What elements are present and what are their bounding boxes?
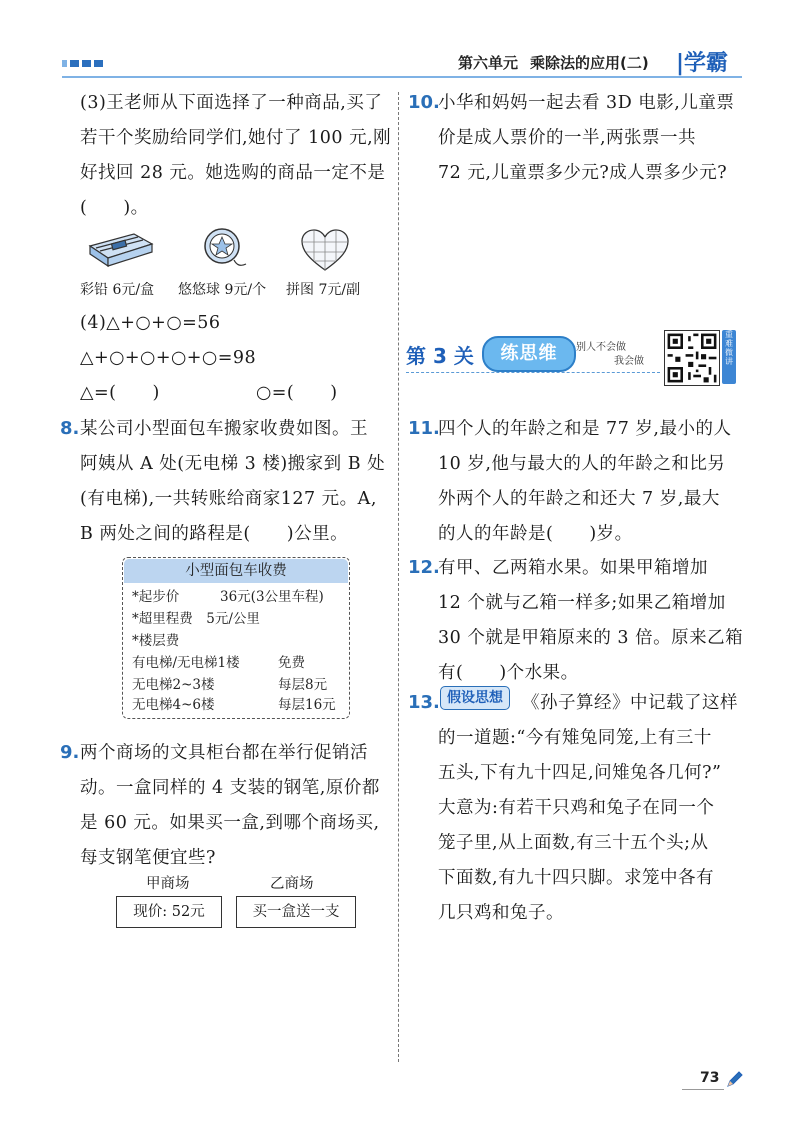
column-divider [398, 92, 399, 1062]
banner-rule [406, 372, 660, 373]
q13-line4: 大意为:有若干只鸡和兔子在同一个 [438, 798, 715, 818]
q11-line1: 四个人的年龄之和是 77 岁,最小的人 [438, 419, 732, 439]
unit-title: 第六单元 [458, 54, 519, 72]
q7-part4-triangle-answer: △=( ) [80, 383, 160, 403]
q8-line4: B 两处之间的路程是( )公里。 [80, 524, 349, 544]
product-caption-puzzle: 拼图 7元/副 [286, 282, 361, 298]
q10-line1: 小华和妈妈一起去看 3D 电影,儿童票 [438, 93, 735, 113]
page-number: 73 [700, 1070, 720, 1086]
q9-number: 9. [60, 742, 80, 763]
q9-line3: 是 60 元。如果买一盒,到哪个商场买, [80, 813, 380, 833]
store-b-label: 乙商场 [270, 876, 314, 892]
q8-number: 8. [60, 418, 80, 439]
q7-part3-line4: ( )。 [80, 198, 149, 218]
footer-rule [682, 1089, 724, 1090]
q7-part4-eq1: (4)△+○+○=56 [80, 313, 221, 333]
product-caption-pencils: 彩铅 6元/盒 [80, 282, 155, 298]
fee-extra-mileage: *超里程费 5元/公里 [132, 611, 260, 627]
q12-line3: 30 个就是甲箱原来的 3 倍。原来乙箱 [438, 628, 744, 648]
q8-line1: 某公司小型面包车搬家收费如图。王 [80, 419, 368, 439]
q11-number: 11. [408, 418, 440, 439]
q12-line1: 有甲、乙两箱水果。如果甲箱增加 [438, 558, 708, 578]
method-tag: 假设思想 [440, 686, 510, 710]
q10-number: 10. [408, 92, 440, 113]
q7-part3-line1: (3)王老师从下面选择了一种商品,买了 [80, 93, 383, 113]
brand-logo: |学霸 [676, 51, 729, 76]
store-a-offer: 现价: 52元 [116, 896, 222, 928]
level-label: 第 3 关 [406, 344, 474, 368]
level-title: 练思维 [482, 336, 576, 372]
store-a-label: 甲商场 [146, 876, 190, 892]
fee-start-value: 36元(3公里车程) [220, 589, 324, 605]
fee-floor-label: *楼层费 [132, 633, 180, 649]
q12-line2: 12 个就与乙箱一样多;如果乙箱增加 [438, 593, 726, 613]
q8-line3: (有电梯),一共转账给商家127 元。A, [80, 489, 377, 509]
store-b-offer: 买一盒送一支 [236, 896, 356, 928]
puzzle-heart-icon [300, 228, 350, 272]
fee-row-2-3-value: 每层8元 [278, 677, 328, 693]
yoyo-icon [200, 224, 248, 272]
q10-line2: 价是成人票价的一半,两张票一共 [438, 128, 697, 148]
q9-line4: 每支钢笔便宜些? [80, 848, 216, 868]
header-decoration [62, 60, 103, 67]
fee-row-4-6-value: 每层16元 [278, 697, 336, 713]
q7-part3-line3: 好找回 28 元。她选购的商品一定不是 [80, 163, 386, 183]
q13-line1: 《孙子算经》中记载了这样 [522, 693, 738, 713]
q7-part3-line2: 若干个奖励给同学们,她付了 100 元,刚 [80, 128, 392, 148]
topic-title: 乘除法的应用(二) [530, 54, 649, 72]
q13-line6: 下面数,有九十四只脚。求笼中各有 [438, 868, 715, 888]
header-rule [62, 76, 742, 78]
pencil-icon [726, 1070, 744, 1088]
qr-code-icon[interactable] [664, 330, 720, 386]
q13-number: 13. [408, 692, 440, 713]
fee-start-label: *起步价 [132, 589, 180, 605]
q13-line3: 五头,下有九十四足,问雉兔各几何?” [438, 763, 722, 783]
q11-line3: 外两个人的年龄之和还大 7 岁,最大 [438, 489, 720, 509]
q13-line7: 几只鸡和兔子。 [438, 903, 564, 923]
q11-line4: 的人的年龄是( )岁。 [438, 524, 633, 544]
q11-line2: 10 岁,他与最大的人的年龄之和比另 [438, 454, 726, 474]
banner-subtitle-1: 别人不会做 [576, 342, 626, 353]
qr-label: 重难微讲 [722, 330, 736, 384]
q10-line3: 72 元,儿童票多少元?成人票多少元? [438, 163, 728, 183]
fee-row-4-6: 无电梯4~6楼 [132, 697, 215, 713]
q7-part4-eq2: △+○+○+○+○=98 [80, 348, 257, 368]
banner-subtitle-2: 我会做 [614, 356, 644, 367]
q12-line4: 有( )个水果。 [438, 663, 579, 683]
product-caption-yoyo: 悠悠球 9元/个 [178, 282, 267, 298]
q13-line2: 的一道题:“今有雉兔同笼,上有三十 [438, 728, 712, 748]
fee-table-title: 小型面包车收费 [124, 559, 348, 583]
q9-line2: 动。一盒同样的 4 支装的钢笔,原价都 [80, 778, 380, 798]
q7-part4-circle-answer: ○=( ) [256, 383, 338, 403]
fee-row-elevator: 有电梯/无电梯1楼 [132, 655, 240, 671]
fee-row-elevator-value: 免费 [278, 655, 305, 671]
q12-number: 12. [408, 557, 440, 578]
colored-pencils-icon [86, 228, 156, 270]
q9-line1: 两个商场的文具柜台都在举行促销活 [80, 743, 368, 763]
q8-line2: 阿姨从 A 处(无电梯 3 楼)搬家到 B 处 [80, 454, 386, 474]
fee-row-2-3: 无电梯2~3楼 [132, 677, 215, 693]
q13-line5: 笼子里,从上面数,有三十五个头;从 [438, 833, 709, 853]
